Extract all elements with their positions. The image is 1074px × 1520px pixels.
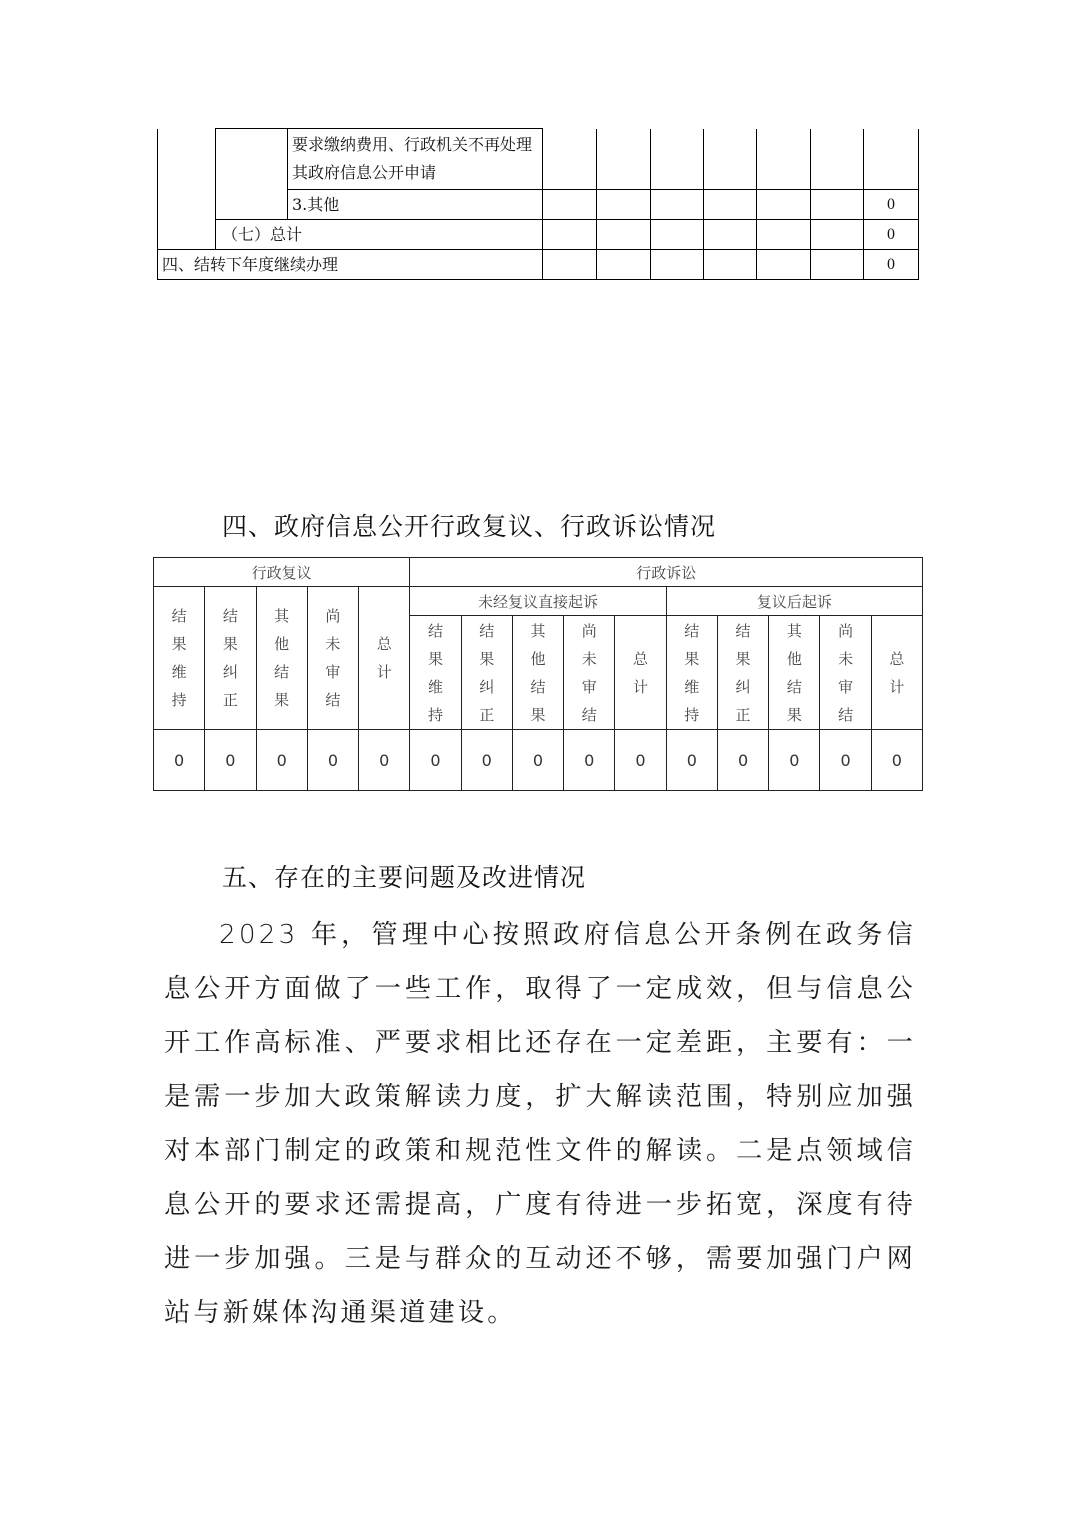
col-header-text — [872, 645, 922, 701]
header-char: 正 — [735, 705, 751, 724]
table-row — [158, 220, 919, 250]
header-char: 未 — [325, 635, 341, 653]
value-cell: 0 — [666, 730, 717, 791]
col-header — [564, 616, 615, 730]
col-header — [615, 616, 666, 730]
value-cell — [757, 250, 811, 280]
header-char: 尚 — [581, 621, 597, 640]
table-row — [154, 730, 923, 791]
col-header — [461, 616, 512, 730]
value-cell — [757, 220, 811, 250]
header-char: 果 — [274, 691, 290, 709]
header-char: 果 — [479, 649, 495, 668]
subgroup-header-direct: 未经复议直接起诉 — [410, 587, 666, 616]
value-cell: 0 — [359, 730, 410, 791]
col-header-text — [154, 602, 204, 714]
blank-outer-cell — [158, 190, 216, 220]
header-char: 结 — [735, 621, 751, 640]
col-header-text — [513, 617, 563, 729]
value-cell: 0 — [820, 730, 871, 791]
value-cell — [543, 129, 597, 190]
row-label: （七）总计 — [216, 220, 543, 250]
application-handling-table-continuation — [157, 128, 919, 280]
col-header-text — [257, 602, 307, 714]
header-char: 尚 — [325, 607, 341, 625]
blank-outer-cell — [158, 129, 216, 190]
header-char: 结 — [325, 691, 341, 709]
value-cell: 0 — [256, 730, 307, 791]
blank-inner-cell — [216, 190, 288, 220]
col-header — [154, 587, 205, 730]
header-char: 纠 — [735, 677, 751, 696]
value-cell — [543, 250, 597, 280]
value-cell — [651, 129, 704, 190]
col-header — [410, 616, 461, 730]
col-header-text — [615, 645, 665, 701]
body-paragraph: 2023 年，管理中心按照政府信息公开条例在政务信息公开方面做了一些工作，取得了一定成效，但与信息公开工作高标准、严要求相比还存在一定差距，主要有：一是需一步加大政策解读力度，扩大解读范围，特别应加强对本部门制定的政策和规范性文件的解读。二是点领域信息公开的要求还需提高，广度有待进一步拓宽，深度有待进一步加强。三是与群众的互动还不够，需要加强门户网站与新媒体沟通渠道建设。 — [164, 920, 916, 1328]
value-cell: 0 — [864, 220, 919, 250]
col-header-text — [462, 617, 512, 729]
value-cell: 0 — [307, 730, 358, 791]
col-header-text — [718, 617, 768, 729]
col-header — [769, 616, 820, 730]
value-cell: 0 — [461, 730, 512, 791]
header-char: 未 — [838, 649, 854, 668]
col-header-text — [308, 602, 358, 714]
header-char: 果 — [222, 635, 238, 653]
value-cell: 0 — [864, 190, 919, 220]
row-label: 四、结转下年度继续办理 — [158, 250, 543, 280]
header-char: 审 — [838, 677, 854, 696]
header-char: 正 — [222, 691, 238, 709]
header-char: 计 — [376, 663, 392, 681]
table-row — [158, 190, 919, 220]
header-char: 计 — [633, 677, 649, 696]
header-char: 持 — [171, 691, 187, 709]
value-cell — [543, 220, 597, 250]
blank-outer-cell — [158, 220, 216, 250]
value-cell — [704, 220, 757, 250]
value-cell: 0 — [871, 730, 922, 791]
value-cell — [811, 190, 864, 220]
col-header-text — [205, 602, 255, 714]
header-char: 结 — [786, 677, 802, 696]
header-char: 计 — [889, 677, 905, 696]
header-char: 果 — [684, 649, 700, 668]
header-char: 结 — [274, 663, 290, 681]
review-litigation-table — [153, 557, 923, 791]
col-header — [820, 616, 871, 730]
header-char: 纠 — [222, 663, 238, 681]
header-char: 总 — [633, 649, 649, 668]
header-char: 果 — [735, 649, 751, 668]
value-cell — [811, 220, 864, 250]
row-label: 3.其他 — [288, 190, 543, 220]
col-header — [256, 587, 307, 730]
col-header-text — [667, 617, 717, 729]
header-char: 正 — [479, 705, 495, 724]
table-header-row — [154, 587, 923, 616]
header-char: 审 — [325, 663, 341, 681]
value-cell — [597, 129, 651, 190]
value-cell: 0 — [615, 730, 666, 791]
col-header — [666, 616, 717, 730]
value-cell: 0 — [564, 730, 615, 791]
section-heading: 五、存在的主要问题及改进情况 — [222, 863, 587, 892]
header-char: 审 — [581, 677, 597, 696]
header-char: 他 — [786, 649, 802, 668]
col-header-text — [820, 617, 870, 729]
header-char: 结 — [171, 607, 187, 625]
header-char: 他 — [530, 649, 546, 668]
col-header-text — [564, 617, 614, 729]
header-char: 持 — [427, 705, 443, 724]
section-heading: 四、政府信息公开行政复议、行政诉讼情况 — [222, 512, 717, 541]
col-header — [871, 616, 922, 730]
header-char: 维 — [684, 677, 700, 696]
header-char: 结 — [530, 677, 546, 696]
col-header — [512, 616, 563, 730]
col-header — [359, 587, 410, 730]
value-cell — [543, 190, 597, 220]
group-header-review: 行政复议 — [154, 558, 410, 587]
value-cell: 0 — [154, 730, 205, 791]
col-header-text — [769, 617, 819, 729]
value-cell — [811, 129, 864, 190]
subgroup-header-after-review: 复议后起诉 — [666, 587, 922, 616]
header-char: 总 — [376, 635, 392, 653]
header-char: 其 — [530, 621, 546, 640]
col-header-text — [410, 617, 460, 729]
value-cell: 0 — [769, 730, 820, 791]
value-cell — [597, 250, 651, 280]
header-char: 维 — [427, 677, 443, 696]
header-char: 结 — [838, 705, 854, 724]
header-char: 果 — [530, 705, 546, 724]
col-header — [307, 587, 358, 730]
row-label: 要求缴纳费用、行政机关不再处理其政府信息公开申请 — [288, 129, 543, 190]
col-header — [205, 587, 256, 730]
value-cell: 0 — [717, 730, 768, 791]
table-header-row — [154, 558, 923, 587]
header-char: 结 — [427, 621, 443, 640]
value-cell — [704, 190, 757, 220]
value-cell — [757, 129, 811, 190]
header-char: 未 — [581, 649, 597, 668]
value-cell — [651, 190, 704, 220]
table-row — [158, 129, 919, 190]
value-cell — [597, 220, 651, 250]
col-header-text — [359, 630, 409, 686]
value-cell: 0 — [205, 730, 256, 791]
header-char: 其 — [274, 607, 290, 625]
value-cell — [811, 250, 864, 280]
header-char: 持 — [684, 705, 700, 724]
value-cell: 0 — [864, 250, 919, 280]
value-cell — [704, 129, 757, 190]
header-char: 纠 — [479, 677, 495, 696]
header-char: 果 — [427, 649, 443, 668]
header-char: 尚 — [838, 621, 854, 640]
value-cell: 0 — [512, 730, 563, 791]
header-char: 结 — [479, 621, 495, 640]
value-cell — [864, 129, 919, 190]
header-char: 果 — [171, 635, 187, 653]
value-cell: 0 — [410, 730, 461, 791]
header-char: 他 — [274, 635, 290, 653]
group-header-litigation: 行政诉讼 — [410, 558, 923, 587]
header-char: 果 — [786, 705, 802, 724]
header-char: 结 — [222, 607, 238, 625]
blank-inner-cell — [216, 129, 288, 190]
col-header — [717, 616, 768, 730]
value-cell — [651, 220, 704, 250]
header-char: 结 — [684, 621, 700, 640]
header-char: 维 — [171, 663, 187, 681]
table-row — [158, 250, 919, 280]
value-cell — [597, 190, 651, 220]
value-cell — [757, 190, 811, 220]
header-char: 其 — [786, 621, 802, 640]
value-cell — [651, 250, 704, 280]
value-cell — [704, 250, 757, 280]
header-char: 结 — [581, 705, 597, 724]
header-char: 总 — [889, 649, 905, 668]
